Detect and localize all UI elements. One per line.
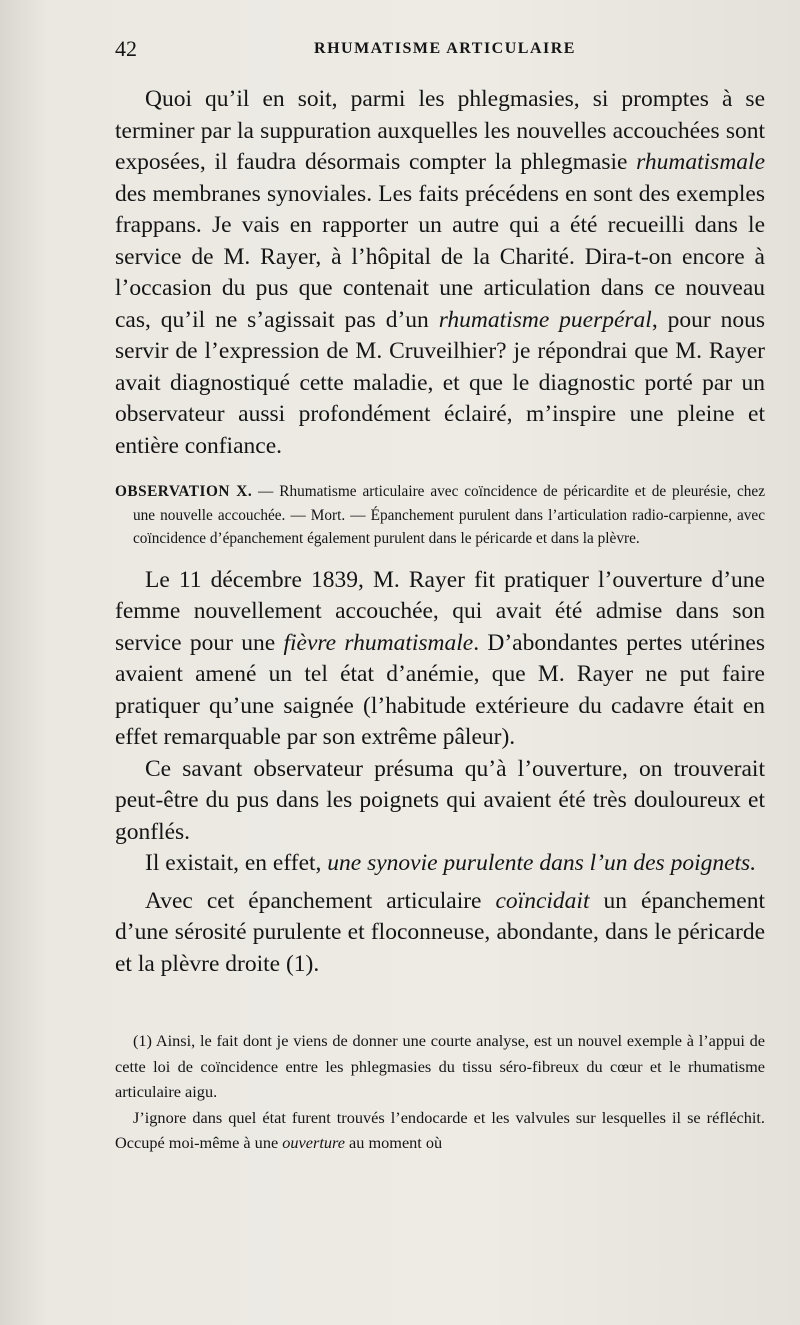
observation-summary: — Rhumatisme articulaire avec coïncidence de péricardite et de pleurésie, chez une nouvelle accouchée. — Mort. — Épanchement purulent dans l’articulation radio-carpienne, avec coïncidence d’épanchement également purulent dans le péricarde et dans la plèvre.: [133, 483, 765, 547]
footnote-2: J’ignore dans quel état furent trouvés l’endocarde et les valvules sur lesquelles il se réfléchit. Occupé moi-même à une ouverture au moment où: [115, 1107, 765, 1152]
emphasis: coïncidait: [495, 887, 590, 914]
paragraph-3: Ce savant observateur présuma qu’à l’ouverture, on trouverait peut-être du pus dans les poignets qui avaient été très douloureux et gonflés.: [115, 755, 765, 845]
text-body: [115, 84, 765, 1156]
paragraph-1: Quoi qu’il en soit, parmi les phlegmasies, si promptes à se terminer par la suppuration auxquelles les nouvelles accouchées sont exposées, il faudra désormais compter la phlegmasie rhumatismale des membranes synoviales. Les faits précédens en sont des exemples frappans. Je vais en rapporter un autre qui a été recueilli dans le service de M. Rayer, à l’hôpital de la Charité. Dira-t-on encore à l’occasion du pus que contenait une articulation dans ce nouveau cas, qu’il ne s’agissait pas d’un rhumatisme puerpéral, pour nous servir de l’expression de M. Cruveilhier? je répondrai que M. Rayer avait diagnostiqué cette maladie, et que le diagnostic porté par un observateur aussi profondément éclairé, m’inspire une pleine et entière confiance.: [115, 86, 765, 459]
emphasis: ouverture: [282, 1133, 345, 1152]
observation-heading: [115, 480, 765, 551]
page-number: 42: [115, 36, 137, 61]
emphasis: rhumatismale: [636, 149, 765, 175]
emphasis: fièvre rhumatismale: [283, 629, 474, 656]
emphasis: une synovie purulente dans l’un des poignets.: [327, 850, 757, 876]
running-title: RHUMATISME ARTICULAIRE: [314, 40, 576, 57]
observation-number: OBSERVATION X.: [115, 483, 253, 500]
paragraph-4: Il existait, en effet, une synovie purulente dans l’un des poignets.: [145, 850, 757, 876]
emphasis: rhumatisme puerpéral: [438, 306, 652, 333]
page-header: [115, 36, 775, 66]
paragraph-5: Avec cet épanchement articulaire coïncidait un épanchement d’une sérosité purulente et floconneuse, abondante, dans le péricarde et la plèvre droite (1).: [115, 887, 765, 977]
footnote-1: (1) Ainsi, le fait dont je viens de donner une courte analyse, est un nouvel exemple à l’appui de cette loi de coïncidence entre les phlegmasies du tissu séro-fibreux du cœur et le rhumatisme articulaire aigu.: [115, 1031, 765, 1101]
footnotes: [115, 1028, 765, 1156]
paragraph-2: Le 11 décembre 1839, M. Rayer fit pratiquer l’ouverture d’une femme nouvellement accouchée, qui avait été admise dans son service pour une fièvre rhumatismale. D’abondantes pertes utérines avaient amené un tel état d’anémie, que M. Rayer ne put faire pratiquer qu’une saignée (l’habitude extérieure du cadavre était en effet remarquable par son extrême pâleur).: [115, 566, 765, 750]
